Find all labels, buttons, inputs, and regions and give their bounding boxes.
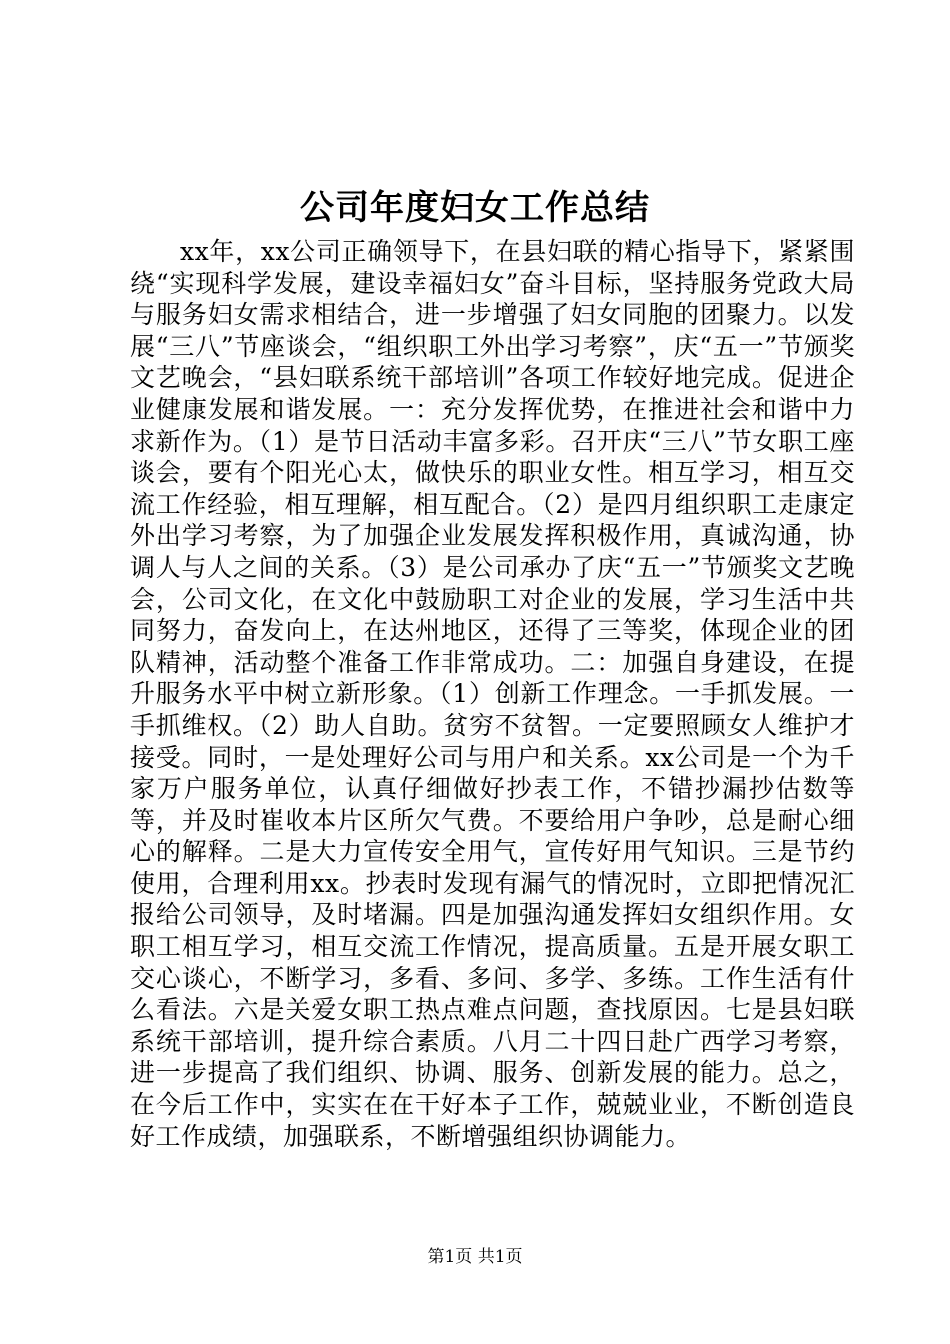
- document-title: 公司年度妇女工作总结: [300, 188, 650, 228]
- document-body-paragraph: xx年，xx公司正确领导下，在县妇联的精心指导下，紧紧围绕“实现科学发展，建设幸福妇女”奋斗目标，坚持服务党政大局与服务妇女需求相结合，进一步增强了妇女同胞的团聚力。以发展“三八”节座谈会，“组织职工外出学习考察”，庆“五一”节颁奖文艺晚会，“县妇联系统干部培训”各项工作较好地完成。促进企业健康发展和谐发展。一：充分发挥优势，在推进社会和谐中力求新作为。（1）是节日活动丰富多彩。召开庆“三八”节女职工座谈会，要有个阳光心太，做快乐的职业女性。相互学习，相互交流工作经验，相互理解，相互配合。（2）是四月组织职工走康定外出学习考察，为了加强企业发展发挥积极作用，真诚沟通，协调人与人之间的关系。（3）是公司承办了庆“五一”节颁奖文艺晚会，公司文化，在文化中鼓励职工对企业的发展，学习生活中共同努力，奋发向上，在达州地区，还得了三等奖，体现企业的团队精神，活动整个准备工作非常成功。二：加强自身建设，在提升服务水平中树立新形象。（1）创新工作理念。一手抓发展。一手抓维权。（2）助人自助。贫穷不贫智。一定要照顾女人维护才接受。同时，一是处理好公司与用户和关系。xx公司是一个为千家万户服务单位，认真仔细做好抄表工作，不错抄漏抄估数等等，并及时崔收本片区所欠气费。不要给用户争吵，总是耐心细心的解释。二是大力宣传安全用气，宣传好用气知识。三是节约使用，合理利用xx。抄表时发现有漏气的情况时，立即把情况汇报给公司领导，及时堵漏。四是加强沟通发挥妇女组织作用。女职工相互学习，相互交流工作情况，提高质量。五是开展女职工交心谈心，不断学习，多看、多问、多学、多练。工作生活有什么看法。六是关爱女职工热点难点问题，查找原因。七是县妇联系统干部培训，提升综合素质。八月二十四日赴广西学习考察，进一步提高了我们组织、协调、服务、创新发展的能力。总之，在今后工作中，实实在在干好本子工作，兢兢业业，不断创造良好工作成绩，加强联系，不断增强组织协调能力。: [130, 237, 855, 1151]
- page-number-footer: 第1页 共1页: [427, 1247, 523, 1267]
